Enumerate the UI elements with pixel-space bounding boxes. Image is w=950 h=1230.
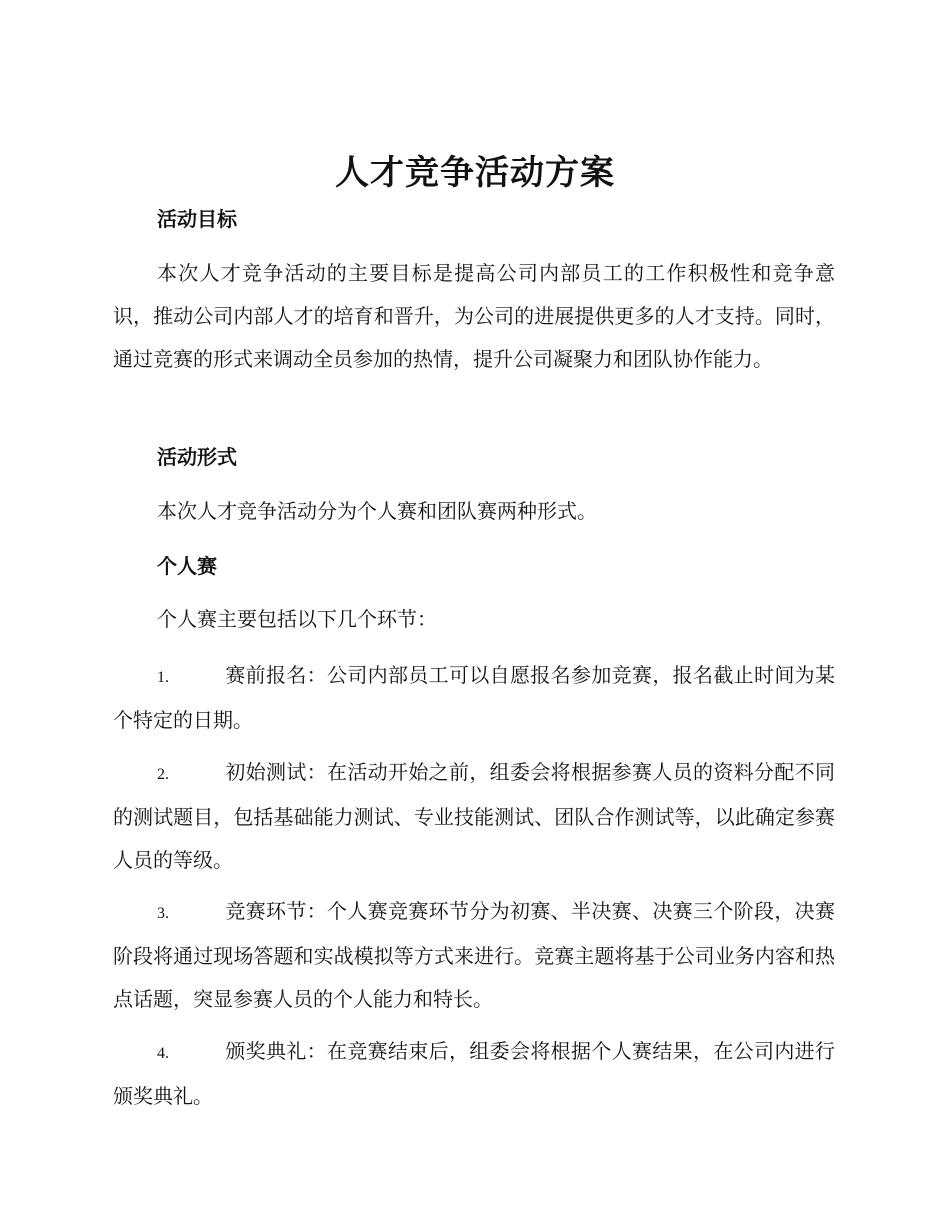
- list-item: [113, 654, 835, 742]
- list-item-number: 3.: [157, 905, 169, 922]
- section-heading-individual: 个人赛: [157, 554, 217, 578]
- section-heading-form: 活动形式: [157, 445, 237, 469]
- document-title: 人才竞争活动方案: [335, 153, 615, 193]
- section-heading-goal: 活动目标: [157, 207, 237, 231]
- list-item-text: 竞赛环节：个人赛竞赛环节分为初赛、半决赛、决赛三个阶段，决赛阶段将通过现场答题和实战模拟等方式来进行。竞赛主题将基于公司业务内容和热点话题，突显参赛人员的个人能力和特长。: [113, 899, 835, 1011]
- goal-paragraph: 本次人才竞争活动的主要目标是提高公司内部员工的工作积极性和竞争意识，推动公司内部人才的培育和晋升，为公司的进展提供更多的人才支持。同时，通过竞赛的形式来调动全员参加的热情，提升公司凝聚力和团队协作能力。: [113, 261, 835, 371]
- list-item: [113, 890, 835, 1021]
- list-item: [113, 1030, 835, 1118]
- list-item-number: 1.: [157, 669, 169, 686]
- list-item-text: 初始测试：在活动开始之前，组委会将根据参赛人员的资料分配不同的测试题目，包括基础能力测试、专业技能测试、团队合作测试等，以此确定参赛人员的等级。: [113, 760, 835, 872]
- individual-intro: 个人赛主要包括以下几个环节：: [157, 607, 437, 631]
- list-item-number: 4.: [157, 1045, 169, 1062]
- list-item: [113, 751, 835, 882]
- list-item-text: 颁奖典礼：在竞赛结束后，组委会将根据个人赛结果，在公司内进行颁奖典礼。: [113, 1039, 835, 1108]
- list-item-number: 2.: [157, 766, 169, 783]
- list-item-text: 赛前报名：公司内部员工可以自愿报名参加竞赛，报名截止时间为某个特定的日期。: [113, 663, 835, 732]
- form-paragraph: 本次人才竞争活动分为个人赛和团队赛两种形式。: [157, 499, 597, 523]
